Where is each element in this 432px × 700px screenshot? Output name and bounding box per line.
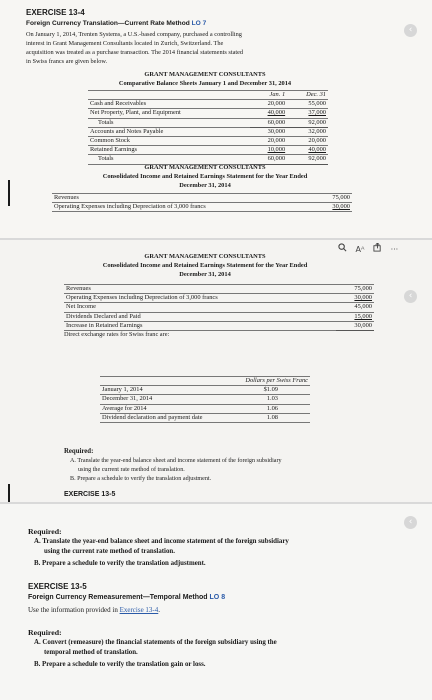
rates-intro: Direct exchange rates for Swiss franc are:	[64, 331, 170, 338]
cell-value: 10,000	[250, 146, 287, 155]
table-row	[64, 321, 374, 330]
table-row	[88, 127, 328, 136]
chevron-left-icon[interactable]: ‹	[404, 290, 417, 303]
cell-value: 45,000	[336, 303, 374, 312]
exercise-subtitle	[28, 594, 225, 601]
exercise-link[interactable]: Exercise 13-4	[119, 606, 159, 614]
row-label: Revenues	[52, 194, 315, 203]
cell-value: 30,000	[250, 127, 287, 136]
row-label: Dividends Declared and Paid	[64, 312, 336, 321]
subtitle-text: Foreign Currency Translation—Current Rate Method	[26, 20, 190, 27]
cell-value: 20,000	[250, 100, 287, 109]
income-statement-table	[52, 193, 352, 212]
use-info-text: Use the information provided in	[28, 606, 118, 614]
cell-value: 20,000	[287, 137, 328, 146]
row-label: Average for 2014	[100, 404, 228, 413]
cell-value: 40,000	[250, 109, 287, 118]
table-row	[64, 312, 374, 321]
header-cell	[88, 91, 250, 100]
header-cell	[100, 377, 228, 386]
row-label: Operating Expenses including Depreciation of 3,000 francs	[52, 203, 315, 212]
cell-value: 75,000	[336, 285, 374, 294]
requirement-a-cont: temporal method of translation.	[44, 649, 138, 656]
table-row	[100, 386, 310, 395]
cell-value: 55,000	[287, 100, 328, 109]
row-label: Accounts and Notes Payable	[88, 127, 250, 136]
row-label: Operating Expenses including Depreciation of 3,000 francs	[64, 294, 336, 303]
balance-sheet-table	[88, 90, 328, 165]
table-row	[100, 404, 310, 413]
table-row	[64, 285, 374, 294]
required-heading: Required:	[28, 628, 62, 637]
cell-value: 30,000	[336, 321, 374, 330]
lo-link[interactable]: LO 7	[191, 20, 207, 27]
cell-value: 1.03	[228, 395, 310, 404]
table-row	[100, 413, 310, 422]
table-row	[52, 203, 352, 212]
cell-value: $1.09	[228, 386, 310, 395]
requirement-a-cont: using the current rate method of translation.	[44, 548, 175, 555]
table-row	[88, 146, 328, 155]
cell-value: 40,000	[287, 146, 328, 155]
cell-value: 30,000	[336, 294, 374, 303]
page-panel-1	[0, 0, 432, 238]
more-icon[interactable]: ···	[390, 245, 399, 254]
table-row	[64, 294, 374, 303]
row-label: Net Income	[64, 303, 336, 312]
header-cell: Dec. 31	[287, 91, 328, 100]
header-cell: Jan. 1	[250, 91, 287, 100]
requirement-b: B. Prepare a schedule to verify the translation adjustment.	[34, 560, 206, 567]
income-statement-subtitle: Consolidated Income and Retained Earnings Statement for the Year Ended	[102, 262, 308, 269]
share-icon[interactable]	[373, 245, 385, 254]
intro-line: On January 1, 2014, Trenten Systems, a U.S.-based company, purchased a controlling	[26, 31, 242, 38]
exercise-title: EXERCISE 13-5	[28, 582, 87, 591]
chevron-left-icon[interactable]: ‹	[404, 516, 417, 529]
exercise-title: EXERCISE 13-4	[26, 8, 85, 17]
intro-line: acquisition was treated as a purchase transaction. The 2014 financial statements stated	[26, 49, 244, 56]
requirement-a-cont: using the current rate method of translation.	[78, 467, 185, 473]
scroll-indicator[interactable]	[8, 484, 10, 502]
required-heading: Required:	[64, 448, 94, 455]
cell-value: 15,000	[336, 312, 374, 321]
cell-value: 60,000	[250, 118, 287, 127]
scroll-indicator[interactable]	[8, 180, 10, 206]
row-label: Totals	[88, 118, 250, 127]
requirement-a: A. Translate the year-end balance sheet and income statement of the foreign subsidiary	[34, 538, 289, 545]
lo-link[interactable]: LO 8	[209, 594, 226, 601]
subtitle-text: Foreign Currency Remeasurement—Temporal Method	[28, 594, 208, 601]
row-label: Net Property, Plant, and Equipment	[88, 109, 250, 118]
exchange-rates-table	[100, 376, 310, 423]
income-statement-date: December 31, 2014	[179, 182, 231, 189]
font-size-icon[interactable]: Aᴬ	[355, 245, 365, 254]
cell-value: 32,000	[287, 127, 328, 136]
cell-value: 75,000	[315, 194, 352, 203]
requirement-b: B. Prepare a schedule to verify the translation adjustment.	[70, 476, 212, 482]
table-row	[52, 194, 352, 203]
header-cell: Dollars per Swiss Franc	[228, 377, 310, 386]
row-label: Revenues	[64, 285, 336, 294]
balance-sheet-subtitle: Comparative Balance Sheets January 1 and December 31, 2014	[118, 80, 292, 87]
exercise-subtitle	[26, 20, 206, 27]
row-label: Common Stock	[88, 137, 250, 146]
next-exercise-title: EXERCISE 13-5	[64, 491, 116, 498]
income-statement-table	[64, 284, 374, 331]
row-label: Increase in Retained Earnings	[64, 321, 336, 330]
row-label: Retained Earnings	[88, 146, 250, 155]
row-label: January 1, 2014	[100, 386, 228, 395]
page-panel-3	[0, 504, 432, 700]
income-statement-date: December 31, 2014	[179, 271, 231, 278]
cell-value: 92,000	[287, 118, 328, 127]
cell-value: 60,000	[250, 155, 287, 164]
cell-value: 1.06	[228, 404, 310, 413]
table-row	[88, 137, 328, 146]
requirement-b: B. Prepare a schedule to verify the translation gain or loss.	[34, 661, 206, 668]
row-label: Cash and Receivables	[88, 100, 250, 109]
page-panel-2	[0, 240, 432, 502]
table-row	[88, 118, 328, 127]
requirement-a: A. Convert (remeasure) the financial statements of the foreign subsidiary using the	[34, 639, 277, 646]
required-heading: Required:	[28, 527, 62, 536]
cell-value: 37,000	[287, 109, 328, 118]
intro-line: in Swiss francs are given below.	[26, 58, 108, 65]
balance-sheet-title: GRANT MANAGEMENT CONSULTANTS	[144, 71, 266, 78]
table-row	[88, 155, 328, 164]
income-statement-title: GRANT MANAGEMENT CONSULTANTS	[144, 164, 266, 171]
requirement-a: A. Translate the year-end balance sheet and income statement of the foreign subsidiary	[70, 458, 282, 464]
table-row	[88, 109, 328, 118]
use-info-end: .	[158, 606, 161, 614]
use-info-line	[28, 606, 160, 614]
income-statement-subtitle: Consolidated Income and Retained Earnings Statement for the Year Ended	[102, 173, 308, 180]
cell-value: 1.08	[228, 413, 310, 422]
table-row	[64, 303, 374, 312]
row-label: Totals	[88, 155, 250, 164]
row-label: Dividend declaration and payment date	[100, 413, 228, 422]
cell-value: 30,000	[315, 203, 352, 212]
chevron-left-icon[interactable]: ‹	[404, 24, 417, 37]
table-row	[88, 100, 328, 109]
cell-value: 20,000	[250, 137, 287, 146]
income-statement-title: GRANT MANAGEMENT CONSULTANTS	[144, 253, 266, 260]
row-label: December 31, 2014	[100, 395, 228, 404]
cell-value: 92,000	[287, 155, 328, 164]
intro-line: interest in Grant Management Consultants located in Zurich, Switzerland. The	[26, 40, 224, 47]
table-row	[100, 395, 310, 404]
